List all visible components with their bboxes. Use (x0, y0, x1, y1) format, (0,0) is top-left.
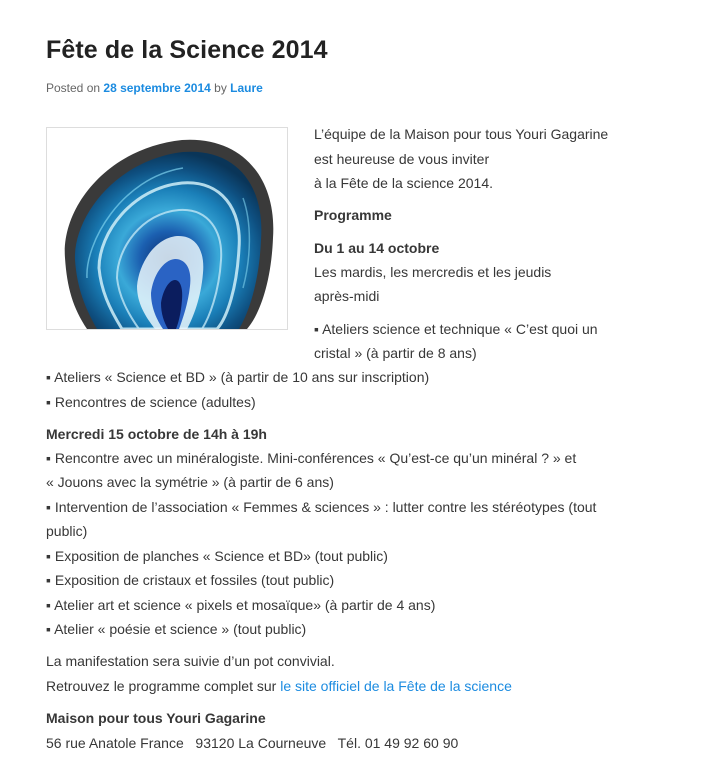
post-meta (46, 81, 263, 95)
period-2-item: ▪ Rencontre avec un minéralogiste. Mini-conférences « Qu’est-ce qu’un minéral ? » et (46, 450, 577, 466)
closing-line-2-prefix: Retrouvez le programme complet sur (46, 678, 281, 694)
period-1-item: cristal » (à partir de 8 ans) (314, 345, 477, 361)
post-title[interactable]: Fête de la Science 2014 (46, 36, 328, 64)
period-2-item: ▪ Atelier « poésie et science » (tout public) (46, 621, 307, 637)
author-link[interactable]: Laure (230, 81, 263, 95)
venue-address: 56 rue Anatole France 93120 La Courneuve Tél. 01 49 92 60 90 (46, 735, 459, 751)
venue-name: Maison pour tous Youri Gagarine (46, 710, 266, 726)
post-date-link[interactable]: 28 septembre 2014 (103, 81, 211, 95)
agate-geode-image[interactable] (46, 127, 288, 330)
closing-line-2 (46, 678, 512, 695)
period-2-item: public) (46, 523, 88, 539)
period-1-heading: Du 1 au 14 octobre (314, 240, 440, 256)
official-site-link[interactable]: le site officiel de la Fête de la science (280, 678, 512, 694)
period-2-item: ▪ Intervention de l’association « Femmes & sciences » : lutter contre les stéréotypes (tout (46, 499, 597, 515)
closing-line-1: La manifestation sera suivie d’un pot convivial. (46, 653, 335, 669)
agate-image-icon (47, 128, 287, 329)
period-2-heading: Mercredi 15 octobre de 14h à 19h (46, 426, 267, 442)
programme-heading: Programme (314, 207, 392, 223)
period-1-item: ▪ Ateliers science et technique « C’est quoi un (314, 321, 598, 337)
intro-line-3: à la Fête de la science 2014. (314, 175, 494, 191)
period-2-item: ▪ Exposition de cristaux et fossiles (tout public) (46, 572, 335, 588)
period-2-item: « Jouons avec la symétrie » (à partir de 6 ans) (46, 474, 334, 490)
period-1-item: ▪ Rencontres de science (adultes) (46, 394, 256, 410)
period-1-item: ▪ Ateliers « Science et BD » (à partir de 10 ans sur inscription) (46, 369, 430, 385)
intro-line-1: L’équipe de la Maison pour tous Youri Gagarine (314, 126, 609, 142)
intro-line-2: est heureuse de vous inviter (314, 151, 490, 167)
period-2-item: ▪ Atelier art et science « pixels et mosaïque» (à partir de 4 ans) (46, 597, 436, 613)
posted-on-label: Posted on (46, 81, 101, 95)
period-1-days-line-1: Les mardis, les mercredis et les jeudis (314, 264, 552, 280)
period-1-days-line-2: après-midi (314, 288, 380, 304)
by-label: by (214, 81, 227, 95)
period-2-item: ▪ Exposition de planches « Science et BD» (tout public) (46, 548, 388, 564)
